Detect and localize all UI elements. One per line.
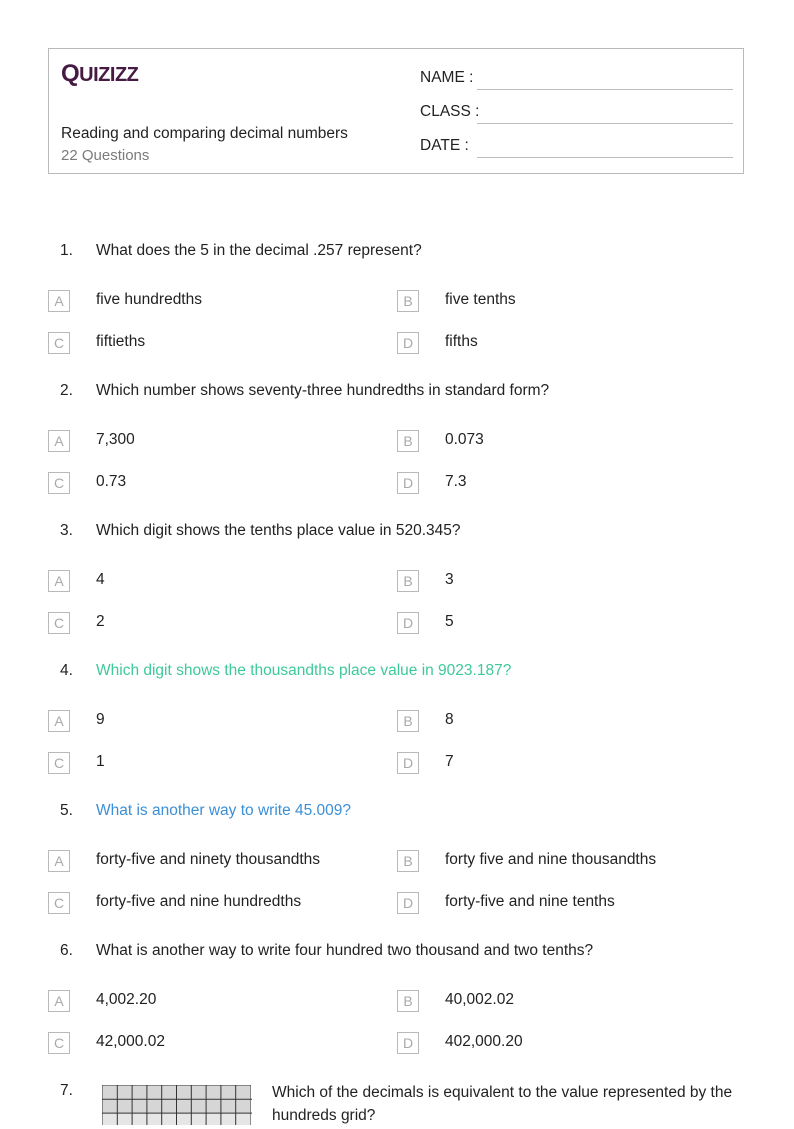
option-letter-box[interactable]: C [48,892,70,914]
option-text: 1 [96,753,105,770]
svg-text:QUIZIZZ: QUIZIZZ [61,60,139,87]
question-number: 4. [60,662,73,679]
option-text: 0.73 [96,473,127,490]
option-letter-box[interactable]: C [48,1032,70,1054]
option-letter-box[interactable]: D [397,752,419,774]
option-letter-box[interactable]: C [48,752,70,774]
question-number: 2. [60,382,73,399]
option-text: 7,300 [96,431,135,448]
option-letter-box[interactable]: C [48,332,70,354]
option-letter-box[interactable]: B [397,990,419,1012]
option-letter-box[interactable]: B [397,570,419,592]
date-line[interactable] [477,157,733,158]
question-number: 6. [60,942,73,959]
quizizz-logo [61,59,153,91]
option-text: forty-five and nine tenths [445,893,615,910]
question-text: What is another way to write four hundred two thousand and two tenths? [96,942,594,959]
option-text: 402,000.20 [445,1033,523,1050]
question-number: 5. [60,802,73,819]
question-text: Which digit shows the tenths place value in 520.345? [96,522,461,539]
option-letter-box[interactable]: D [397,612,419,634]
option-text: five tenths [445,291,516,308]
option-letter-box[interactable]: B [397,430,419,452]
class-line[interactable] [477,123,733,124]
name-label: NAME : [420,69,474,86]
option-letter-box[interactable]: B [397,710,419,732]
option-letter-box[interactable]: B [397,850,419,872]
option-letter-box[interactable]: A [48,570,70,592]
option-letter-box[interactable]: D [397,472,419,494]
option-letter-box[interactable]: B [397,290,419,312]
option-text: 42,000.02 [96,1033,165,1050]
option-text: 5 [445,613,454,630]
hundreds-grid-image [102,1085,252,1129]
option-text: 40,002.02 [445,991,514,1008]
option-text: 7.3 [445,473,467,490]
option-letter-box[interactable]: D [397,1032,419,1054]
option-letter-box[interactable]: C [48,612,70,634]
option-text: 4,002.20 [96,991,157,1008]
question-count: 22 Questions [61,147,150,164]
option-letter-box[interactable]: A [48,850,70,872]
question-text: Which digit shows the thousandths place value in 9023.187? [96,662,512,679]
question-text: What is another way to write 45.009? [96,802,352,819]
option-letter-box[interactable]: A [48,290,70,312]
question-text: Which of the decimals is equivalent to the value represented by the hundreds grid? [272,1084,733,1124]
option-text: five hundredths [96,291,202,308]
option-text: forty five and nine thousandths [445,851,657,868]
name-line[interactable] [477,89,733,90]
option-text: 8 [445,711,454,728]
option-text: forty-five and nine hundredths [96,893,302,910]
date-label: DATE : [420,137,469,154]
worksheet-header [48,48,744,174]
option-text: fifths [445,333,478,350]
question-number: 1. [60,242,73,259]
question-text: Which number shows seventy-three hundredths in standard form? [96,382,550,399]
class-label: CLASS : [420,103,480,120]
option-letter-box[interactable]: A [48,710,70,732]
option-text: 4 [96,571,105,588]
option-text: fiftieths [96,333,146,350]
worksheet-title: Reading and comparing decimal numbers [61,125,348,142]
option-text: 3 [445,571,454,588]
option-text: forty-five and ninety thousandths [96,851,321,868]
option-text: 2 [96,613,105,630]
option-letter-box[interactable]: C [48,472,70,494]
question-number: 3. [60,522,73,539]
option-text: 0.073 [445,431,484,448]
option-letter-box[interactable]: D [397,332,419,354]
option-letter-box[interactable]: A [48,990,70,1012]
question-number: 7. [60,1082,73,1099]
question-text: What does the 5 in the decimal .257 represent? [96,242,422,259]
option-letter-box[interactable]: A [48,430,70,452]
option-letter-box[interactable]: D [397,892,419,914]
option-text: 9 [96,711,105,728]
option-text: 7 [445,753,454,770]
